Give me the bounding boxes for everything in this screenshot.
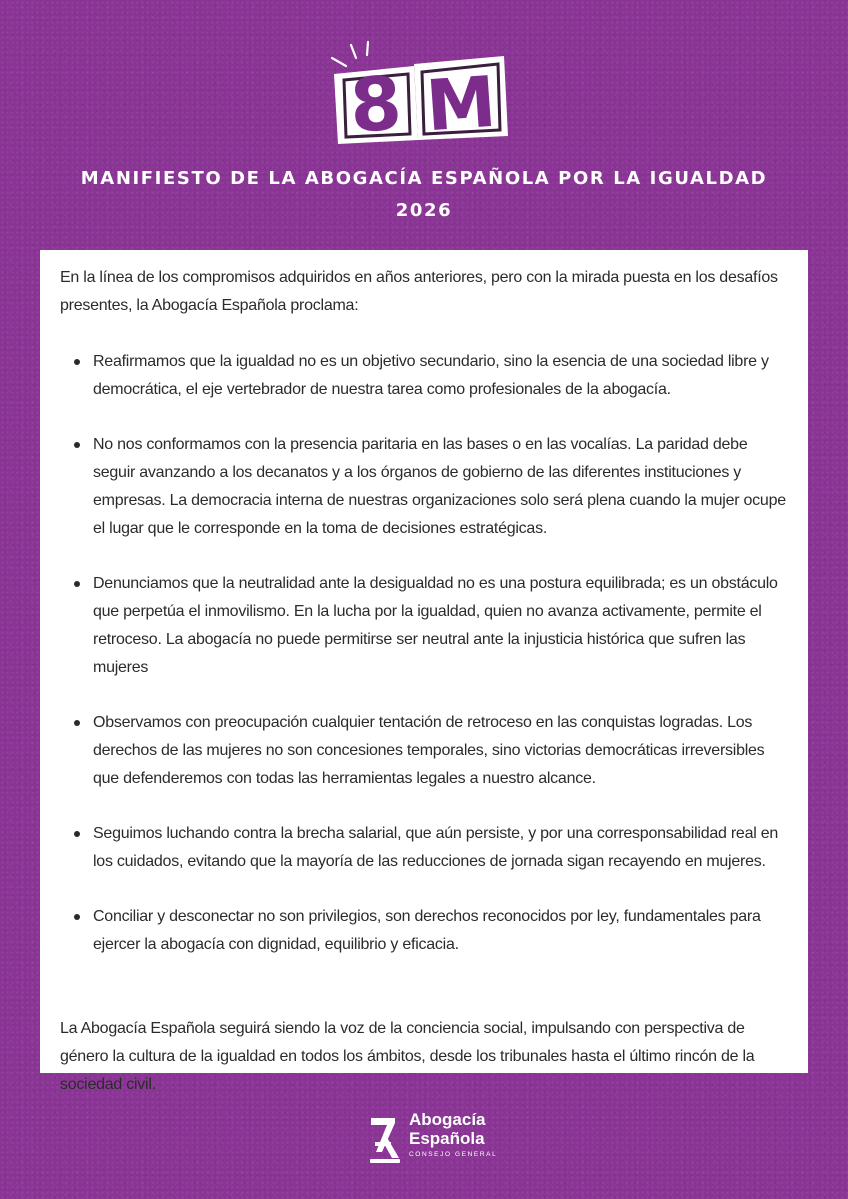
svg-text:8: 8 — [347, 60, 404, 150]
closing-paragraph: La Abogacía Española seguirá siendo la voz de la conciencia social, impulsando con perspectiva de género la cultura de la igualdad en todos los ámbitos, desde los tribunales hasta el último rincón de la sociedad civil. — [60, 1020, 755, 1093]
manifesto-point-text: Seguimos luchando contra la brecha salarial, que aún persiste, y por una corresponsabilidad real en los cuidados, evitando que la mayoría de las reducciones de jornada sigan recayendo en mujeres. — [93, 825, 779, 870]
manifesto-point-text: Reafirmamos que la igualdad no es un objetivo secundario, sino la esencia de una sociedad libre y democrática, el eje vertebrador de nuestra tarea como profesionales de la abogacía. — [93, 353, 769, 398]
manifesto-point-text: Observamos con preocupación cualquier tentación de retroceso en las conquistas logradas. Los derechos de las mujeres no son concesiones temporales, sino victorias democráticas irreversibles que defenderemos con todas las herramientas legales a nuestro alcance. — [93, 714, 765, 787]
manifesto-point — [60, 570, 788, 682]
brand-name-line: Abogacía — [409, 1110, 486, 1129]
bullet-icon — [74, 914, 80, 920]
bullet-icon — [74, 720, 80, 726]
brand-name — [409, 1110, 486, 1148]
intro-paragraph: En la línea de los compromisos adquiridos en años anteriores, pero con la mirada puesta en los desafíos presentes, la Abogacía Española proclama: — [60, 269, 778, 314]
abogacia-mark-icon — [367, 1112, 401, 1164]
manifesto-title-line: MANIFIESTO DE LA ABOGACÍA ESPAÑOLA POR LA IGUALDAD — [80, 168, 768, 189]
manifesto-point — [60, 348, 788, 404]
manifesto-year: 2026 — [395, 200, 453, 221]
manifesto-point-text: Conciliar y desconectar no son privilegios, son derechos reconocidos por ley, fundamentales para ejercer la abogacía con dignidad, equilibrio y eficacia. — [93, 908, 761, 953]
manifesto-title — [0, 163, 848, 227]
manifesto-point — [60, 709, 788, 793]
brand-name-line: Española — [409, 1129, 485, 1148]
manifesto-point — [60, 903, 788, 959]
8m-logo — [318, 36, 528, 156]
manifesto-point-text: Denunciamos que la neutralidad ante la desigualdad no es una postura equilibrada; es un obstáculo que perpetúa el inmovilismo. En la lucha por la igualdad, quien no avanza activamente, permite el retroceso. La abogacía no puede permitirse ser neutral ante la injusticia histórica que sufren las mujeres — [93, 575, 778, 676]
manifesto-point — [60, 820, 788, 876]
abogacia-espanola-logo — [367, 1110, 497, 1166]
bullet-icon — [74, 831, 80, 837]
bullet-icon — [74, 359, 80, 365]
manifesto-points — [60, 348, 788, 959]
manifesto-point-text: No nos conformamos con la presencia paritaria en las bases o en las vocalías. La paridad debe seguir avanzando a los decanatos y a los órganos de gobierno de las diferentes instituciones y empresas. La democracia interna de nuestras organizaciones solo será plena cuando la mujer ocupe el lugar que le corresponde en la toma de decisiones estratégicas. — [93, 436, 786, 537]
bullet-icon — [74, 442, 80, 448]
manifesto-point — [60, 431, 788, 543]
manifesto-card — [40, 250, 808, 1093]
bullet-icon — [74, 581, 80, 587]
svg-text:M: M — [423, 60, 499, 148]
brand-subtitle: CONSEJO GENERAL — [409, 1151, 498, 1158]
